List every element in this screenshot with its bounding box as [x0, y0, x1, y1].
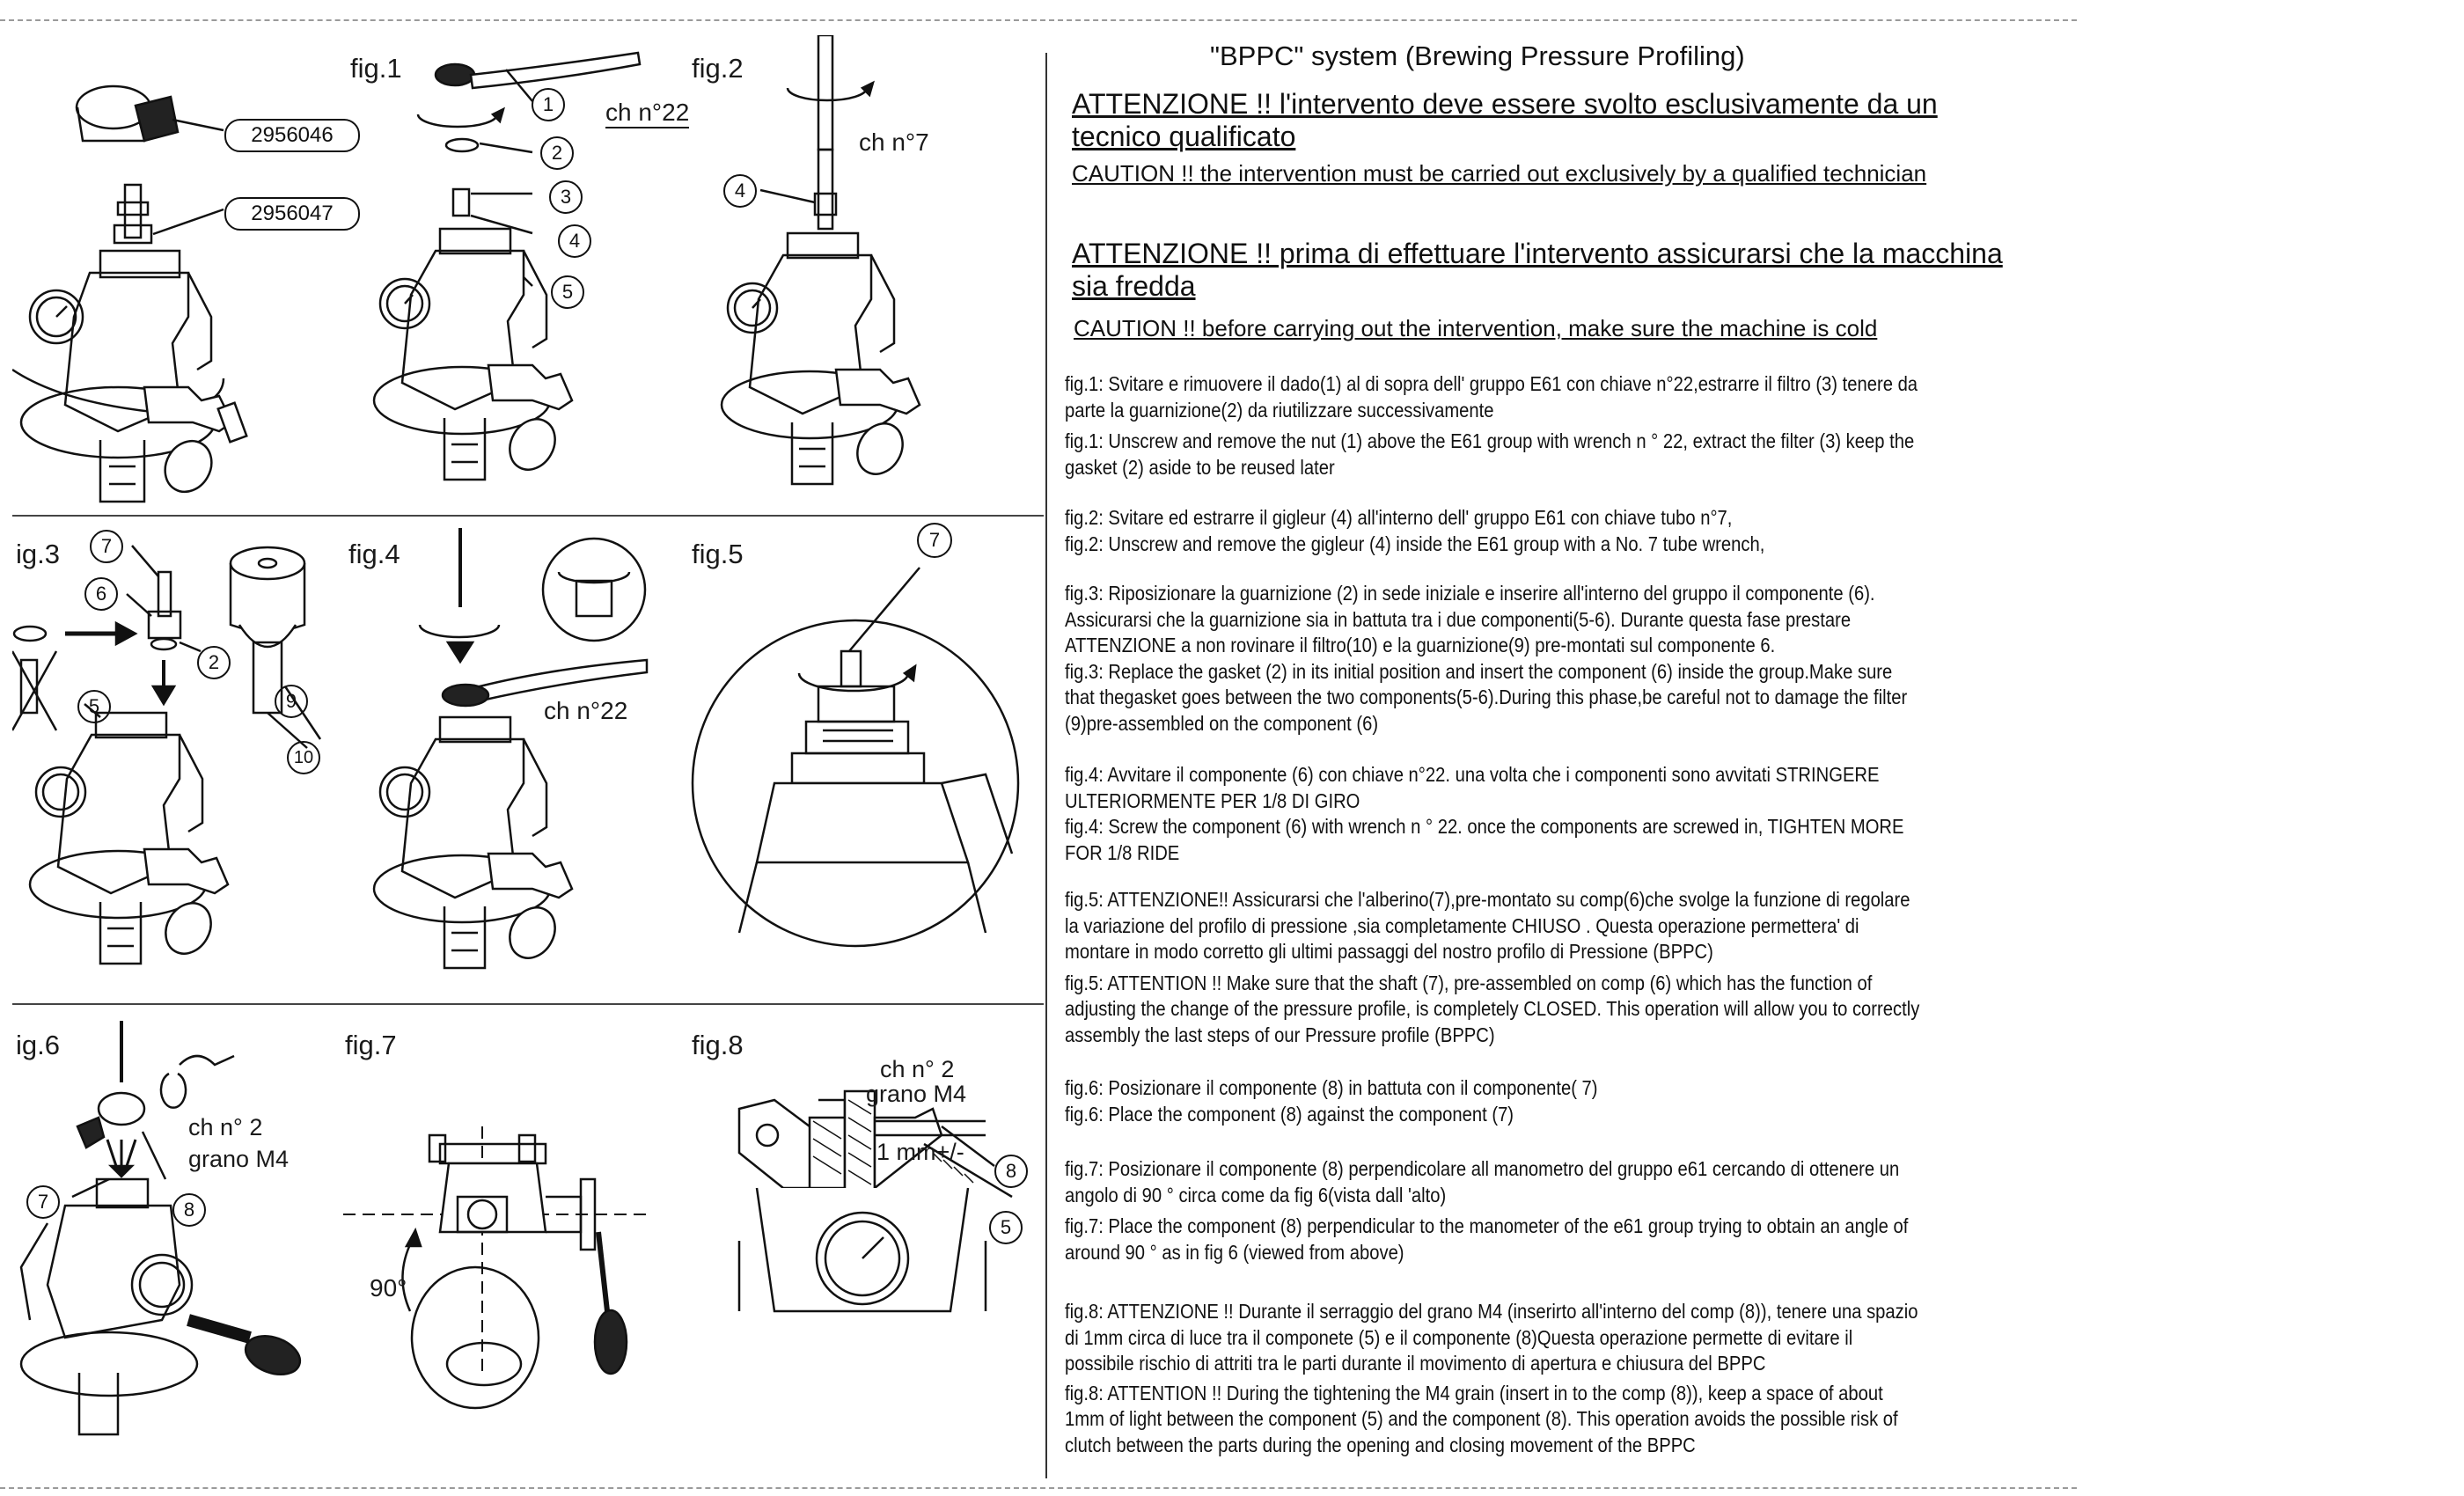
instructions-fig1 [1065, 371, 1920, 480]
row-divider-2 [12, 1003, 1044, 1005]
fig6-english-text: fig.6: Place the component (8) against the component (7) [1065, 1102, 1514, 1126]
callout-8-fig8: 8 [994, 1155, 1028, 1188]
warning-2-italian-line1: ATTENZIONE !! prima di effettuare l'intervento assicurarsi che la macchina [1072, 238, 2003, 269]
fig8-wrench-size: ch n° 2 [880, 1056, 955, 1082]
fig6-grub-screw: grano M4 [188, 1146, 290, 1172]
instructions-fig4 [1065, 762, 1920, 866]
fig6-italian-text: fig.6: Posizionare il componente (8) in battuta con il componente( 7) [1065, 1076, 1598, 1099]
callout-7-fig6: 7 [26, 1185, 60, 1219]
fig6-label: ig.6 [16, 1030, 60, 1060]
warning-1-italian-line1: ATTENZIONE !! l'intervento deve essere svolto esclusivamente da un [1072, 88, 1938, 120]
callout-6-fig3: 6 [84, 577, 118, 611]
callout-10-fig3: 10 [287, 741, 320, 774]
callout-9-fig3: 9 [275, 685, 308, 718]
callout-4: 4 [558, 224, 591, 258]
fig8-grub-screw: grano M4 [866, 1081, 967, 1107]
warning-1-italian-line2: tecnico qualificato [1072, 121, 1296, 152]
callout-5-fig8: 5 [989, 1211, 1023, 1244]
callout-7-fig5: 7 [917, 523, 952, 558]
fig3-italian-text: fig.3: Riposizionare la guarnizione (2) in sede iniziale e inserire all'interno del gruppo il componente (6). Assicurarsi che la guarnizione sia in battuta tra i due componenti(5-6). Durante questa fase prestare ATTENZIONE a non rovinare il filtro(10) e la guarnizione(9) pre-montati sul componente 6. [1065, 582, 1875, 656]
warning-2-english: CAUTION !! before carrying out the intervention, make sure the machine is cold [1074, 315, 1878, 341]
callout-5: 5 [551, 275, 584, 309]
bottom-scan-edge [0, 1487, 2077, 1489]
instructions-fig7 [1065, 1156, 1920, 1265]
part-code-2956046: 2956046 [224, 119, 360, 152]
fig2-english-text: fig.2: Unscrew and remove the gigleur (4) inside the E61 group with a No. 7 tube wrench, [1065, 532, 1765, 555]
fig3-label: ig.3 [16, 539, 60, 569]
fig2-italian-text: fig.2: Svitare ed estrarre il gigleur (4) all'interno dell' gruppo E61 con chiave tubo n°7, [1065, 506, 1733, 529]
fig5-english-text: fig.5: ATTENTION !! Make sure that the shaft (7), pre-assembled on comp (6) which has the function of adjusting the change of the pressure profile, is completely CLOSED. This operation will allow you to correctly assembly the last steps of our Pressure profile (BPPC) [1065, 971, 1920, 1046]
fig6-component-placement-drawing [12, 1021, 347, 1478]
page-title: "BPPC" system (Brewing Pressure Profiling) [1210, 40, 1745, 71]
fig7-english-text: fig.7: Place the component (8) perpendicular to the manometer of the e61 group trying to obtain an angle of around 90 ° as in fig 6 (viewed from above) [1065, 1214, 1909, 1264]
callout-2: 2 [540, 136, 574, 170]
fig8-english-text: fig.8: ATTENTION !! During the tightening the M4 grain (insert in to the comp (8)), keep a space of about 1mm of light between the component (5) and the component (8). This operation avoids the possible risk of clutch between the parts during the opening and closing movement of the BPPC [1065, 1381, 1898, 1456]
callout-3: 3 [549, 180, 583, 214]
fig8-gap-label: 1 mm+/- [876, 1139, 964, 1165]
fig8-label: fig.8 [692, 1030, 744, 1060]
instructions-fig3 [1065, 581, 1920, 737]
warning-2-italian-line2: sia fredda [1072, 270, 1196, 302]
part-code-2956047: 2956047 [224, 197, 360, 231]
fig1-label: fig.1 [350, 53, 402, 84]
callout-7-fig3: 7 [90, 530, 123, 563]
fig5-label: fig.5 [692, 539, 744, 569]
fig2-wrench-size: ch n°7 [859, 128, 929, 156]
warning-1-italian [1072, 88, 2057, 153]
fig4-english-text: fig.4: Screw the component (6) with wrench n ° 22. once the components are screwed in, TIGHTEN MORE FOR 1/8 RIDE [1065, 815, 1904, 864]
callout-1: 1 [532, 88, 565, 121]
fig4-wrench-size: ch n°22 [544, 697, 628, 724]
fig6-wrench-size: ch n° 2 [188, 1114, 263, 1140]
fig8-italian-text: fig.8: ATTENZIONE !! Durante il serraggio del grano M4 (inserirto all'interno del comp (8)), tenere una spazio di 1mm circa di luce tra il componete (5) e il componente (8)Questa operazione permette di evitare il possibile rischio di attriti tra le parti durante il movimento di apertura e chiusura del BPPC [1065, 1300, 1918, 1375]
fig7-label: fig.7 [345, 1030, 397, 1060]
instructions-fig5 [1065, 887, 1920, 1048]
top-scan-edge [0, 19, 2077, 21]
fig4-italian-text: fig.4: Avvitare il componente (6) con chiave n°22. una volta che i componenti sono avvitati STRINGERE ULTERIORMENTE PER 1/8 DI GIRO [1065, 763, 1880, 812]
fig1-english-text: fig.1: Unscrew and remove the nut (1) above the E61 group with wrench n ° 22, extract the filter (3) keep the gasket (2) aside to be reused later [1065, 429, 1915, 479]
fig4-label: fig.4 [348, 539, 400, 569]
fig7-italian-text: fig.7: Posizionare il componente (8) perpendicolare all manometro del gruppo e61 cercando di ottenere un angolo di 90 ° circa come da fig 6(vista dall 'alto) [1065, 1157, 1900, 1206]
instructions-fig6 [1065, 1075, 1920, 1127]
fig1-wrench-size: ch n°22 [605, 99, 689, 128]
callout-5-fig3: 5 [77, 690, 111, 723]
instructions-fig8 [1065, 1299, 1920, 1458]
fig4-tighten-drawing [356, 528, 691, 999]
instructions-fig2 [1065, 505, 1920, 557]
fig7-angle-label: 90° [370, 1274, 407, 1302]
callout-8-fig6: 8 [172, 1193, 206, 1227]
fig5-italian-text: fig.5: ATTENZIONE!! Assicurarsi che l'alberino(7),pre-montato su comp(6)che svolge la funzione di regolare la variazione del profilo di pressione ,sia completamente CHIUSO . Questa operazione permettera' di montare in modo corretto gli ultimi passaggi del nostro profilo di Pressione (BPPC) [1065, 888, 1910, 963]
fig2-label: fig.2 [692, 53, 744, 84]
warning-1-english: CAUTION !! the intervention must be carried out exclusively by a qualified technician [1072, 160, 1927, 187]
callout-2-fig3: 2 [197, 646, 231, 679]
fig5-shaft-closed-detail [686, 519, 1038, 999]
row-divider-1 [12, 515, 1044, 517]
fig3-english-text: fig.3: Replace the gasket (2) in its initial position and insert the component (6) inside the group.Make sure that thegasket goes between the two components(5-6).During this phase,be careful not to damage the filter (9)pre-assembled on the component (6) [1065, 659, 1908, 735]
warning-2-italian [1072, 238, 2057, 303]
fig1-italian-text: fig.1: Svitare e rimuovere il dado(1) al di sopra dell' gruppo E61 con chiave n°22,estrarre il filtro (3) tenere da parte la guarnizione(2) da riutilizzare successivamente [1065, 372, 1918, 422]
fig2-jet-removal-drawing [704, 35, 968, 510]
callout-4-fig2: 4 [723, 174, 757, 208]
